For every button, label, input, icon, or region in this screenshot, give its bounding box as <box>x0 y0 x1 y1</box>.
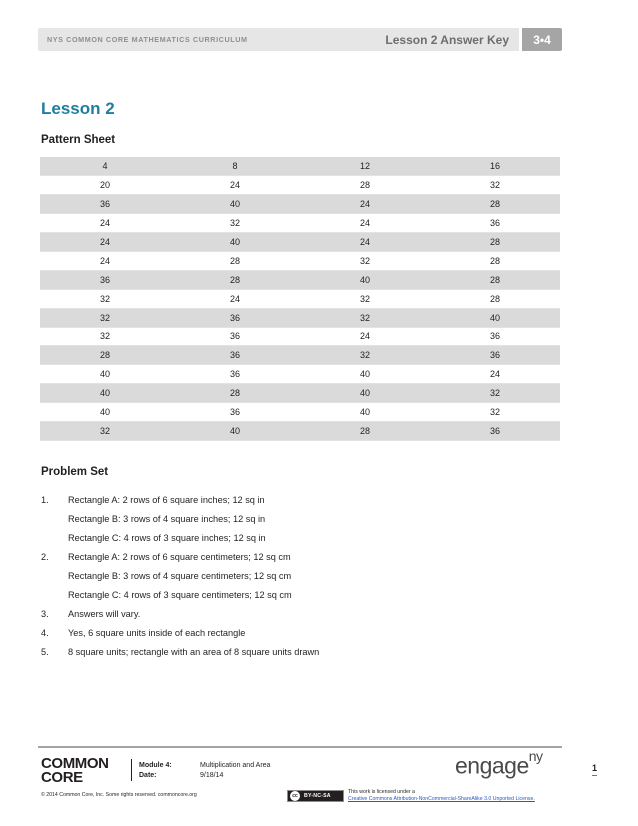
problem-set-answers <box>41 491 561 661</box>
page-number: 1 <box>592 763 597 776</box>
grade-module-badge: 3•4 <box>522 28 562 51</box>
table-cell: 40 <box>300 365 430 384</box>
logo-line-1: COMMON <box>41 755 109 772</box>
common-core-logo <box>41 757 109 785</box>
table-cell: 24 <box>170 289 300 308</box>
table-cell: 40 <box>300 384 430 403</box>
table-cell: 24 <box>300 195 430 214</box>
table-cell: 32 <box>430 384 560 403</box>
answer-text: Answers will vary. <box>68 608 141 619</box>
table-cell: 40 <box>170 421 300 440</box>
table-row <box>40 384 560 403</box>
table-row <box>40 251 560 270</box>
table-cell: 32 <box>300 346 430 365</box>
table-cell: 4 <box>40 157 170 176</box>
answer-number: 1. <box>41 495 49 506</box>
page-header <box>38 28 562 51</box>
table-cell: 36 <box>430 214 560 233</box>
table-cell: 40 <box>430 308 560 327</box>
answer-text: Rectangle A: 2 rows of 6 square inches; 12 sq in <box>68 495 265 506</box>
cc-icon: cc <box>290 791 300 801</box>
table-cell: 24 <box>170 176 300 195</box>
answer-text: Rectangle C: 4 rows of 3 square centimeters; 12 sq cm <box>68 589 292 600</box>
license-line-1: This work is licensed under a <box>348 789 415 795</box>
table-cell: 28 <box>300 421 430 440</box>
module-value: Multiplication and Area <box>200 762 271 769</box>
answer-text: Rectangle B: 3 rows of 4 square centimeters; 12 sq cm <box>68 571 292 581</box>
table-cell: 40 <box>40 384 170 403</box>
answer-text: Rectangle B: 3 rows of 4 square inches; 12 sq in <box>68 514 266 525</box>
table-row <box>40 157 560 176</box>
table-cell: 12 <box>300 157 430 176</box>
table-cell: 36 <box>430 346 560 365</box>
table-cell: 28 <box>300 176 430 195</box>
pattern-table <box>40 157 560 441</box>
table-cell: 24 <box>300 233 430 252</box>
table-cell: 40 <box>170 233 300 252</box>
answer-item <box>41 604 561 623</box>
table-cell: 40 <box>40 403 170 422</box>
answer-text: Yes, 6 square units inside of each rectangle <box>68 627 246 638</box>
table-cell: 28 <box>430 270 560 289</box>
table-cell: 36 <box>170 365 300 384</box>
engage-text: engage <box>455 752 529 779</box>
answer-key-title: Lesson 2 Answer Key <box>385 32 509 47</box>
answer-number: 5. <box>41 646 49 657</box>
table-cell: 28 <box>430 289 560 308</box>
lesson-title: Lesson 2 <box>41 99 115 118</box>
footer-meta-labels <box>139 761 172 781</box>
table-cell: 24 <box>40 251 170 270</box>
cc-license-badge[interactable] <box>287 790 344 802</box>
table-cell: 40 <box>40 365 170 384</box>
footer-divider-line <box>38 746 562 748</box>
table-cell: 32 <box>430 403 560 422</box>
answer-item <box>41 491 561 510</box>
table-cell: 16 <box>430 157 560 176</box>
table-cell: 36 <box>170 327 300 346</box>
engageny-logo <box>455 748 543 780</box>
answer-number: 2. <box>41 552 49 563</box>
table-cell: 36 <box>430 327 560 346</box>
table-cell: 32 <box>170 214 300 233</box>
table-row <box>40 195 560 214</box>
module-label: Module 4: <box>139 762 172 769</box>
pattern-sheet-title: Pattern Sheet <box>41 134 116 146</box>
table-cell: 24 <box>430 365 560 384</box>
table-cell: 36 <box>430 421 560 440</box>
license-text <box>348 789 535 803</box>
license-link[interactable]: Creative Commons Attribution-NonCommercial-ShareAlike 3.0 Unported License. <box>348 796 535 802</box>
answer-item <box>41 642 561 661</box>
table-cell: 32 <box>300 289 430 308</box>
answer-text: 8 square units; rectangle with an area of 8 square units drawn <box>68 646 320 657</box>
table-row <box>40 403 560 422</box>
answer-number: 4. <box>41 627 49 638</box>
table-cell: 28 <box>430 195 560 214</box>
table-cell: 28 <box>170 270 300 289</box>
table-row <box>40 176 560 195</box>
table-cell: 24 <box>40 233 170 252</box>
table-cell: 36 <box>170 403 300 422</box>
table-cell: 28 <box>170 251 300 270</box>
table-row <box>40 421 560 440</box>
table-row <box>40 270 560 289</box>
table-row <box>40 233 560 252</box>
table-cell: 32 <box>300 308 430 327</box>
table-cell: 28 <box>430 233 560 252</box>
table-cell: 32 <box>430 176 560 195</box>
badge-text: BY-NC-SA <box>304 793 331 799</box>
answer-item <box>41 529 561 548</box>
table-row <box>40 289 560 308</box>
table-cell: 28 <box>170 384 300 403</box>
engage-sup: ny <box>528 748 543 764</box>
table-cell: 28 <box>40 346 170 365</box>
table-cell: 40 <box>300 270 430 289</box>
table-row <box>40 308 560 327</box>
answer-item <box>41 567 561 586</box>
date-value: 9/18/14 <box>200 772 224 779</box>
answer-number: 3. <box>41 608 49 619</box>
table-cell: 32 <box>40 289 170 308</box>
answer-text: Rectangle C: 4 rows of 3 square inches; 12 sq in <box>68 533 266 544</box>
table-cell: 32 <box>40 327 170 346</box>
table-row <box>40 346 560 365</box>
copyright-notice: © 2014 Common Core, Inc. Some rights reserved. commoncore.org <box>41 792 197 798</box>
table-cell: 20 <box>40 176 170 195</box>
date-label: Date: <box>139 772 157 779</box>
problem-set-title: Problem Set <box>41 466 109 478</box>
table-row <box>40 327 560 346</box>
table-cell: 32 <box>40 421 170 440</box>
header-bar <box>38 28 519 51</box>
answer-text: Rectangle A: 2 rows of 6 square centimeters; 12 sq cm <box>68 552 291 563</box>
table-cell: 36 <box>40 270 170 289</box>
answer-item <box>41 510 561 529</box>
table-cell: 8 <box>170 157 300 176</box>
table-cell: 24 <box>300 327 430 346</box>
logo-line-2: CORE <box>41 769 83 786</box>
curriculum-title: NYS COMMON CORE MATHEMATICS CURRICULUM <box>47 35 248 44</box>
footer-meta-values <box>200 761 270 781</box>
answer-item <box>41 548 561 567</box>
table-row <box>40 214 560 233</box>
table-cell: 24 <box>300 214 430 233</box>
table-cell: 28 <box>430 251 560 270</box>
answer-item <box>41 585 561 604</box>
footer-vertical-divider <box>131 759 132 781</box>
table-cell: 36 <box>170 308 300 327</box>
answer-item <box>41 623 561 642</box>
table-cell: 24 <box>40 214 170 233</box>
table-cell: 32 <box>300 251 430 270</box>
table-cell: 40 <box>170 195 300 214</box>
table-cell: 32 <box>40 308 170 327</box>
table-cell: 36 <box>40 195 170 214</box>
table-row <box>40 365 560 384</box>
table-cell: 36 <box>170 346 300 365</box>
table-cell: 40 <box>300 403 430 422</box>
